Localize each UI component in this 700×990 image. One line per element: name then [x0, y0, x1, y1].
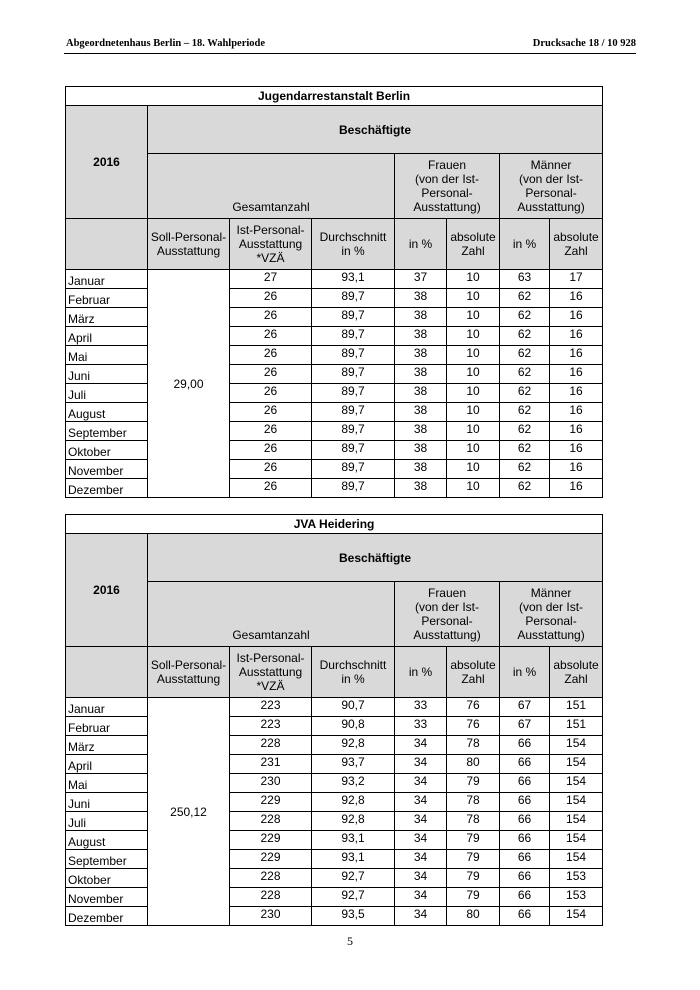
m-abs-cell: 151 — [550, 717, 603, 736]
f-abs-cell: 10 — [447, 422, 500, 441]
f-pct-cell: 38 — [395, 403, 447, 422]
avg-cell: 92,8 — [312, 736, 395, 755]
avg-cell: 89,7 — [312, 422, 395, 441]
table-row — [66, 270, 603, 289]
table-row — [66, 831, 603, 850]
f-abs-cell: 10 — [447, 365, 500, 384]
month-cell: Januar — [66, 698, 148, 717]
m-pct-cell: 66 — [500, 736, 550, 755]
gesamtanzahl-header: Gesamtanzahl — [148, 154, 395, 219]
m-abs-cell: 16 — [550, 441, 603, 460]
avg-cell: 90,7 — [312, 698, 395, 717]
f-pct-cell: 38 — [395, 422, 447, 441]
month-cell: Mai — [66, 774, 148, 793]
m-abs-cell: 16 — [550, 346, 603, 365]
m-pct-cell: 62 — [500, 384, 550, 403]
month-cell: November — [66, 888, 148, 907]
ist-cell: 231 — [230, 755, 312, 774]
month-cell: April — [66, 755, 148, 774]
page-header-left: Abgeordnetenhaus Berlin – 18. Wahlperiode — [66, 38, 266, 49]
m-pct-cell: 62 — [500, 460, 550, 479]
month-cell: April — [66, 327, 148, 346]
f-abs-cell: 79 — [447, 869, 500, 888]
ist-cell: 230 — [230, 774, 312, 793]
m-pct-cell: 62 — [500, 365, 550, 384]
table-row — [66, 384, 603, 403]
m-abs-cell: 16 — [550, 384, 603, 403]
m-abs-cell: 153 — [550, 888, 603, 907]
m-abs-cell: 16 — [550, 365, 603, 384]
f-pct-cell: 34 — [395, 774, 447, 793]
month-cell: März — [66, 308, 148, 327]
f-abs-cell: 79 — [447, 850, 500, 869]
table-row — [66, 403, 603, 422]
page-number: 5 — [347, 934, 353, 948]
table-row — [66, 755, 603, 774]
ist-cell: 228 — [230, 812, 312, 831]
table-row — [66, 422, 603, 441]
m-abs-cell: 154 — [550, 755, 603, 774]
avg-cell: 93,7 — [312, 755, 395, 774]
month-cell: August — [66, 831, 148, 850]
table-title: JVA Heidering — [66, 515, 603, 534]
m-pct-cell: 62 — [500, 327, 550, 346]
table-row — [66, 460, 603, 479]
m-pct-cell: 62 — [500, 289, 550, 308]
avg-cell: 92,8 — [312, 812, 395, 831]
table-row — [66, 698, 603, 717]
maenner-header: Männer (von der Ist- Personal- Ausstattung) — [500, 154, 603, 219]
m-abs-cell: 17 — [550, 270, 603, 289]
f-pct-cell: 34 — [395, 850, 447, 869]
f-abs-cell: 76 — [447, 698, 500, 717]
frauen-pct-header: in % — [395, 647, 447, 698]
maenner-header: Männer (von der Ist- Personal- Ausstattung) — [500, 582, 603, 647]
avg-cell: 89,7 — [312, 403, 395, 422]
avg-cell: 93,5 — [312, 907, 395, 926]
m-pct-cell: 66 — [500, 831, 550, 850]
month-cell: Mai — [66, 346, 148, 365]
blank-header-cell — [66, 647, 148, 698]
f-abs-cell: 76 — [447, 717, 500, 736]
table-row — [66, 441, 603, 460]
ist-header: Ist-Personal- Ausstattung *VZÄ — [230, 647, 312, 698]
month-cell: Juni — [66, 793, 148, 812]
year-header: 2016 — [66, 106, 148, 219]
f-abs-cell: 10 — [447, 384, 500, 403]
month-cell: Februar — [66, 717, 148, 736]
header-divider — [64, 53, 636, 54]
frauen-abs-header: absolute Zahl — [447, 647, 500, 698]
frauen-header: Frauen (von der Ist- Personal- Ausstattung) — [395, 582, 500, 647]
f-pct-cell: 33 — [395, 717, 447, 736]
f-pct-cell: 34 — [395, 736, 447, 755]
m-pct-cell: 67 — [500, 717, 550, 736]
soll-value: 29,00 — [148, 270, 230, 498]
avg-cell: 93,1 — [312, 850, 395, 869]
m-abs-cell: 151 — [550, 698, 603, 717]
avg-cell: 89,7 — [312, 289, 395, 308]
f-abs-cell: 79 — [447, 774, 500, 793]
f-pct-cell: 33 — [395, 698, 447, 717]
frauen-pct-header: in % — [395, 219, 447, 270]
f-pct-cell: 38 — [395, 479, 447, 498]
f-pct-cell: 38 — [395, 346, 447, 365]
f-abs-cell: 10 — [447, 403, 500, 422]
ist-cell: 27 — [230, 270, 312, 289]
ist-cell: 26 — [230, 403, 312, 422]
avg-cell: 92,7 — [312, 888, 395, 907]
avg-cell: 93,1 — [312, 831, 395, 850]
soll-header: Soll-Personal- Ausstattung — [148, 647, 230, 698]
blank-header-cell — [66, 219, 148, 270]
maenner-pct-header: in % — [500, 219, 550, 270]
soll-header: Soll-Personal- Ausstattung — [148, 219, 230, 270]
m-abs-cell: 154 — [550, 774, 603, 793]
ist-cell: 26 — [230, 365, 312, 384]
f-abs-cell: 10 — [447, 460, 500, 479]
m-abs-cell: 16 — [550, 403, 603, 422]
m-abs-cell: 154 — [550, 812, 603, 831]
month-cell: August — [66, 403, 148, 422]
m-pct-cell: 66 — [500, 907, 550, 926]
month-cell: September — [66, 422, 148, 441]
f-abs-cell: 10 — [447, 327, 500, 346]
avg-cell: 89,7 — [312, 308, 395, 327]
f-pct-cell: 34 — [395, 755, 447, 774]
ist-cell: 26 — [230, 441, 312, 460]
ist-cell: 26 — [230, 460, 312, 479]
table-row — [66, 365, 603, 384]
ist-cell: 26 — [230, 346, 312, 365]
m-abs-cell: 16 — [550, 289, 603, 308]
m-abs-cell: 154 — [550, 850, 603, 869]
avg-cell: 89,7 — [312, 441, 395, 460]
table-row — [66, 308, 603, 327]
ist-cell: 228 — [230, 869, 312, 888]
f-pct-cell: 38 — [395, 460, 447, 479]
gesamtanzahl-header: Gesamtanzahl — [148, 582, 395, 647]
f-pct-cell: 38 — [395, 308, 447, 327]
avg-cell: 93,1 — [312, 270, 395, 289]
table-row — [66, 774, 603, 793]
f-pct-cell: 34 — [395, 793, 447, 812]
beschaeftigte-header: Beschäftigte — [148, 534, 603, 582]
m-pct-cell: 62 — [500, 403, 550, 422]
maenner-pct-header: in % — [500, 647, 550, 698]
month-cell: Oktober — [66, 869, 148, 888]
m-abs-cell: 16 — [550, 308, 603, 327]
maenner-abs-header: absolute Zahl — [550, 647, 603, 698]
m-abs-cell: 154 — [550, 907, 603, 926]
f-abs-cell: 78 — [447, 812, 500, 831]
f-pct-cell: 38 — [395, 365, 447, 384]
f-pct-cell: 34 — [395, 831, 447, 850]
month-cell: November — [66, 460, 148, 479]
ist-cell: 26 — [230, 422, 312, 441]
year-header: 2016 — [66, 534, 148, 647]
month-cell: Juli — [66, 812, 148, 831]
ist-cell: 229 — [230, 850, 312, 869]
ist-cell: 26 — [230, 289, 312, 308]
m-pct-cell: 66 — [500, 793, 550, 812]
durchschnitt-header: Durchschnitt in % — [312, 647, 395, 698]
beschaeftigte-header: Beschäftigte — [148, 106, 603, 154]
table-row — [66, 479, 603, 498]
f-abs-cell: 79 — [447, 831, 500, 850]
table-row — [66, 327, 603, 346]
f-pct-cell: 34 — [395, 907, 447, 926]
table-row — [66, 346, 603, 365]
m-abs-cell: 153 — [550, 869, 603, 888]
table-row — [66, 850, 603, 869]
table-row — [66, 812, 603, 831]
ist-cell: 26 — [230, 308, 312, 327]
ist-header: Ist-Personal- Ausstattung *VZÄ — [230, 219, 312, 270]
f-pct-cell: 34 — [395, 869, 447, 888]
month-cell: Februar — [66, 289, 148, 308]
table-row — [66, 888, 603, 907]
table-row — [66, 736, 603, 755]
staff-table-jugendarrestanstalt — [65, 86, 603, 498]
table-row — [66, 289, 603, 308]
avg-cell: 89,7 — [312, 346, 395, 365]
m-pct-cell: 66 — [500, 850, 550, 869]
frauen-header: Frauen (von der Ist- Personal- Ausstattung) — [395, 154, 500, 219]
m-pct-cell: 66 — [500, 869, 550, 888]
month-cell: Juli — [66, 384, 148, 403]
m-abs-cell: 16 — [550, 327, 603, 346]
staff-table-jva-heidering — [65, 514, 603, 926]
f-abs-cell: 10 — [447, 441, 500, 460]
m-pct-cell: 66 — [500, 888, 550, 907]
m-pct-cell: 62 — [500, 479, 550, 498]
m-pct-cell: 62 — [500, 422, 550, 441]
table-title: Jugendarrestanstalt Berlin — [66, 87, 603, 106]
m-pct-cell: 63 — [500, 270, 550, 289]
m-pct-cell: 66 — [500, 812, 550, 831]
f-abs-cell: 78 — [447, 793, 500, 812]
ist-cell: 26 — [230, 384, 312, 403]
f-abs-cell: 80 — [447, 907, 500, 926]
ist-cell: 223 — [230, 698, 312, 717]
table-row — [66, 717, 603, 736]
soll-value: 250,12 — [148, 698, 230, 926]
ist-cell: 26 — [230, 327, 312, 346]
avg-cell: 93,2 — [312, 774, 395, 793]
month-cell: Oktober — [66, 441, 148, 460]
f-pct-cell: 37 — [395, 270, 447, 289]
table-row — [66, 907, 603, 926]
month-cell: Juni — [66, 365, 148, 384]
month-cell: Januar — [66, 270, 148, 289]
ist-cell: 229 — [230, 831, 312, 850]
m-pct-cell: 66 — [500, 774, 550, 793]
m-pct-cell: 66 — [500, 755, 550, 774]
f-pct-cell: 38 — [395, 289, 447, 308]
avg-cell: 89,7 — [312, 365, 395, 384]
m-abs-cell: 16 — [550, 460, 603, 479]
f-pct-cell: 38 — [395, 441, 447, 460]
ist-cell: 26 — [230, 479, 312, 498]
f-abs-cell: 10 — [447, 308, 500, 327]
f-pct-cell: 34 — [395, 812, 447, 831]
page-header-right: Drucksache 18 / 10 928 — [532, 38, 636, 49]
m-pct-cell: 62 — [500, 346, 550, 365]
f-pct-cell: 34 — [395, 888, 447, 907]
f-pct-cell: 38 — [395, 384, 447, 403]
m-abs-cell: 154 — [550, 736, 603, 755]
month-cell: September — [66, 850, 148, 869]
table-row — [66, 869, 603, 888]
m-pct-cell: 67 — [500, 698, 550, 717]
f-abs-cell: 80 — [447, 755, 500, 774]
frauen-abs-header: absolute Zahl — [447, 219, 500, 270]
avg-cell: 89,7 — [312, 384, 395, 403]
m-abs-cell: 154 — [550, 793, 603, 812]
avg-cell: 90,8 — [312, 717, 395, 736]
month-cell: Dezember — [66, 479, 148, 498]
month-cell: März — [66, 736, 148, 755]
avg-cell: 89,7 — [312, 327, 395, 346]
maenner-abs-header: absolute Zahl — [550, 219, 603, 270]
avg-cell: 89,7 — [312, 460, 395, 479]
table-row — [66, 793, 603, 812]
f-abs-cell: 10 — [447, 479, 500, 498]
m-abs-cell: 154 — [550, 831, 603, 850]
durchschnitt-header: Durchschnitt in % — [312, 219, 395, 270]
avg-cell: 92,7 — [312, 869, 395, 888]
f-abs-cell: 78 — [447, 736, 500, 755]
f-abs-cell: 10 — [447, 346, 500, 365]
f-abs-cell: 10 — [447, 270, 500, 289]
m-abs-cell: 16 — [550, 422, 603, 441]
m-pct-cell: 62 — [500, 441, 550, 460]
m-pct-cell: 62 — [500, 308, 550, 327]
month-cell: Dezember — [66, 907, 148, 926]
f-abs-cell: 79 — [447, 888, 500, 907]
ist-cell: 228 — [230, 888, 312, 907]
avg-cell: 89,7 — [312, 479, 395, 498]
f-pct-cell: 38 — [395, 327, 447, 346]
ist-cell: 228 — [230, 736, 312, 755]
ist-cell: 229 — [230, 793, 312, 812]
ist-cell: 230 — [230, 907, 312, 926]
ist-cell: 223 — [230, 717, 312, 736]
avg-cell: 92,8 — [312, 793, 395, 812]
m-abs-cell: 16 — [550, 479, 603, 498]
f-abs-cell: 10 — [447, 289, 500, 308]
